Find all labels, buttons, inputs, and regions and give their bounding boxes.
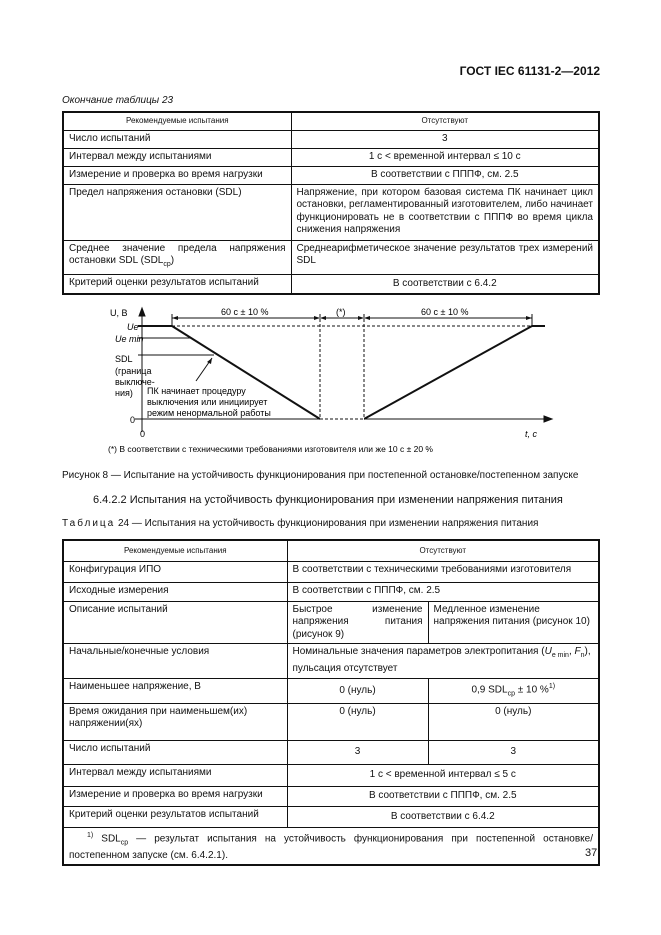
- svg-text:выключе-: выключе-: [115, 377, 155, 387]
- page-number: 37: [585, 847, 598, 859]
- sdl-label: SDL: [115, 354, 133, 364]
- column-header: Рекомендуемые испытания: [63, 540, 287, 561]
- y-axis-label: U, В: [110, 308, 128, 318]
- dimension-gap-label: (*): [336, 307, 346, 317]
- figure-footnote: (*) В соответствии с техническими требованиями изготовителя или же 10 с ± 20 %: [108, 444, 433, 454]
- svg-text:выключения или инициирует: выключения или инициирует: [147, 397, 268, 407]
- table-24-caption: Таблица 24 — Испытания на устойчивость функционирования при изменении напряжения питания: [62, 518, 539, 529]
- table-row: Предел напряжения остановки (SDL) Напряжение, при котором базовая система ПК начинает цикл остановки, регламентированный изготовителем, либо начинает функционировать не в соответствии с ПППФ во время цикла снижения напряжения: [63, 184, 599, 240]
- document-id: ГОСТ IEC 61131-2—2012: [459, 64, 600, 78]
- svg-text:(граница: (граница: [115, 366, 152, 376]
- svg-text:ния): ния): [115, 388, 133, 398]
- annotation: ПК начинает процедуру: [147, 386, 246, 396]
- figure-8-caption: Рисунок 8 — Испытание на устойчивость функционирования при постепенной остановке/постепенном запуске: [62, 470, 579, 481]
- section-heading: 6.4.2.2 Испытания на устойчивость функционирования при изменении напряжения питания: [93, 494, 563, 506]
- table-24: [62, 539, 600, 866]
- y-zero-label: 0: [130, 415, 136, 425]
- x-zero-label: 0: [140, 429, 146, 439]
- ue-min-label: Ue min: [115, 334, 144, 344]
- svg-text:режим ненормальной работы: режим ненормальной работы: [147, 408, 271, 418]
- table-row: Время ожидания при наименьшем(их) напряжении(ях) 0 (нуль) 0 (нуль): [63, 703, 599, 740]
- table-row: Исходные измерения В соответствии с ПППФ, см. 2.5: [63, 582, 599, 601]
- dimension-1-label: 60 с ± 10 %: [221, 307, 269, 317]
- table-row: Число испытаний 3 3: [63, 740, 599, 764]
- table-row: Измерение и проверка во время нагрузки В соответствии с ПППФ, см. 2.5: [63, 786, 599, 806]
- table-23-caption: Окончание таблицы 23: [62, 95, 174, 106]
- table-row: Наименьшее напряжение, В 0 (нуль) 0,9 $SDL_{ср} \pm 10$ %$^{1)}$: [63, 679, 599, 704]
- table-row: Начальные/конечные условия Номинальные значения параметров электропитания ($U_{e min}$, $F_n$), пульсация отсутствует: [63, 644, 599, 679]
- table-row: Критерий оценки результатов испытаний В соответствии с 6.4.2: [63, 274, 599, 294]
- column-header: Рекомендуемые испытания: [63, 112, 291, 130]
- column-header: Отсутствуют: [291, 112, 599, 130]
- x-axis-label: t, с: [525, 429, 538, 439]
- table-row: Описание испытаний Быстрое изменение напряжения питания (рисунок 9) Медленное изменение напряжения питания (рисунок 10): [63, 601, 599, 644]
- x-axis-arrow: [544, 416, 552, 422]
- y-axis-arrow: [139, 308, 145, 316]
- table-row: Измерение и проверка во время нагрузки В соответствии с ПППФ, см. 2.5: [63, 166, 599, 184]
- table-row: Число испытаний 3: [63, 130, 599, 148]
- ramp-up: [364, 326, 532, 419]
- table-footnote: $^{1)}$ $SDL_{ср}$ — результат испытания на устойчивость функционирования при постепенной остановке/постепенном запуске (см. 6.4.2.1).: [63, 827, 599, 865]
- table-row: Критерий оценки результатов испытаний В соответствии с 6.4.2: [63, 806, 599, 827]
- ue-label: Ue: [127, 322, 139, 332]
- table-row: Интервал между испытаниями 1 с < временной интервал ≤ 5 с: [63, 764, 599, 786]
- table-row: Среднее значение предела напряжения остановки SDL $(SDL_{ср})$ Среднеарифметическое значение результатов трех измерений SDL: [63, 240, 599, 274]
- table-row: Конфигурация ИПО В соответствии с техническими требованиями изготовителя: [63, 561, 599, 582]
- table-row: Интервал между испытаниями 1 с < временной интервал ≤ 10 с: [63, 148, 599, 166]
- column-header: Отсутствуют: [287, 540, 599, 561]
- dimension-2-label: 60 с ± 10 %: [421, 307, 469, 317]
